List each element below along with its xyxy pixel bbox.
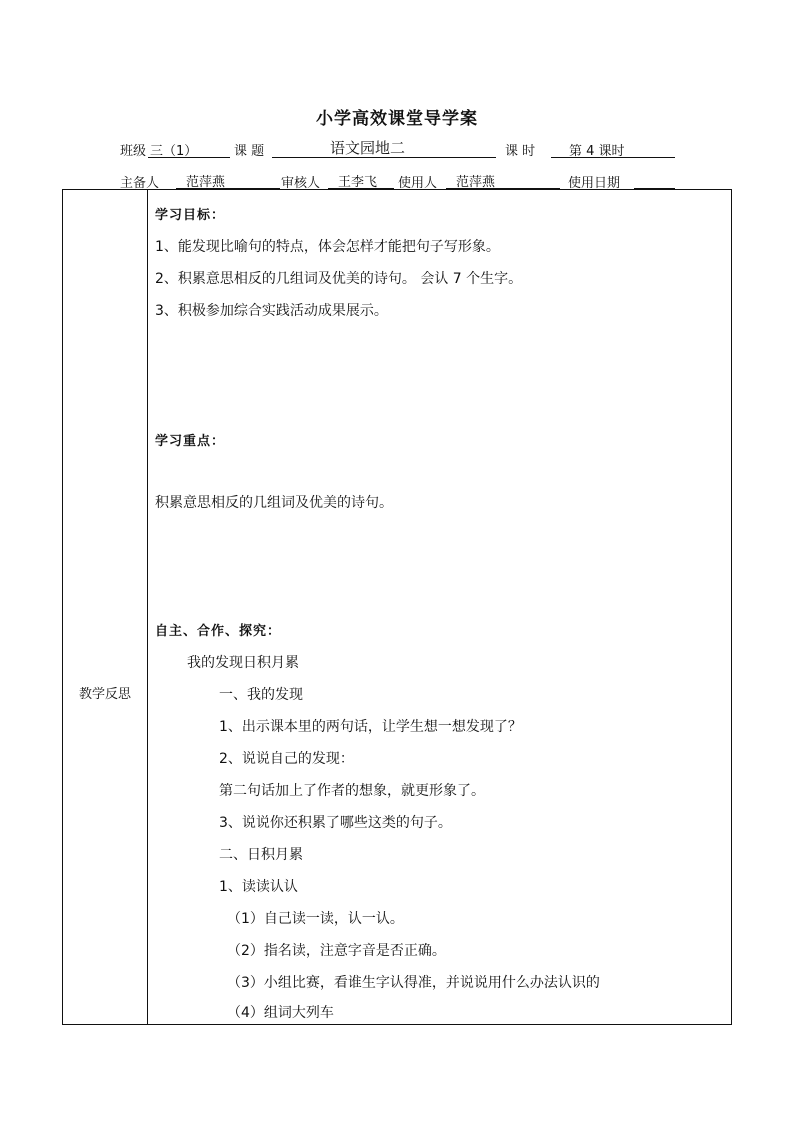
reviewer-label: 审核人 (281, 176, 321, 191)
period-label: 课 时 (505, 144, 536, 159)
explore-line: 二、日积月累 (219, 847, 303, 863)
key-points-heading: 学习重点： (155, 434, 226, 449)
preparer-value: 范萍燕 (186, 175, 226, 190)
objective-item: 3、积极参加综合实践活动成果展示。 (155, 303, 388, 319)
reviewer-value: 王李飞 (338, 175, 378, 190)
explore-line: （4）组词大列车 (227, 1005, 334, 1021)
explore-line: 1、出示课本里的两句话，让学生想一想发现了？ (219, 719, 522, 735)
objective-item: 1、能发现比喻句的特点，体会怎样才能把句子写形象。 (155, 239, 500, 255)
explore-line: 第二句话加上了作者的想象，就更形象了。 (219, 783, 485, 799)
user-value: 范萍燕 (456, 175, 496, 190)
explore-line: 3、说说你还积累了哪些这类的句子。 (219, 815, 452, 831)
preparer-label: 主备人 (120, 176, 160, 191)
objective-item: 2、积累意思相反的几组词及优美的诗句。 会认 7 个生字。 (155, 271, 523, 287)
period-value: 第 4 课时 (569, 144, 625, 159)
period-field (551, 144, 675, 159)
user-label: 使用人 (398, 176, 438, 191)
explore-line: 一、我的发现 (219, 687, 303, 703)
teaching-reflection-label: 教学反思 (78, 687, 131, 702)
objectives-heading: 学习目标： (155, 208, 226, 223)
page-title: 小学高效课堂导学案 (316, 109, 478, 129)
explore-line: （3）小组比赛，看谁生字认得准，并说说用什么办法认识的 (227, 975, 600, 991)
subject-label: 课 题 (234, 144, 265, 159)
explore-line: 1、读读认认 (219, 879, 298, 895)
explore-line: 我的发现日积月累 (187, 655, 299, 671)
date-label: 使用日期 (568, 176, 621, 191)
key-points-text: 积累意思相反的几组词及优美的诗句。 (155, 495, 393, 511)
class-field (148, 144, 230, 159)
subject-value: 语文园地二 (330, 139, 406, 157)
subject-field (272, 139, 496, 158)
explore-heading: 自主、合作、探究： (155, 624, 282, 639)
explore-line: 2、说说自己的发现： (219, 751, 354, 767)
column-divider (147, 190, 148, 1024)
class-value: 三（1） (150, 144, 198, 159)
lesson-table (62, 189, 732, 1025)
explore-line: （2）指名读，注意字音是否正确。 (227, 943, 446, 959)
explore-line: （1）自己读一读，认一认。 (227, 911, 404, 927)
class-label: 班级 (120, 144, 147, 159)
